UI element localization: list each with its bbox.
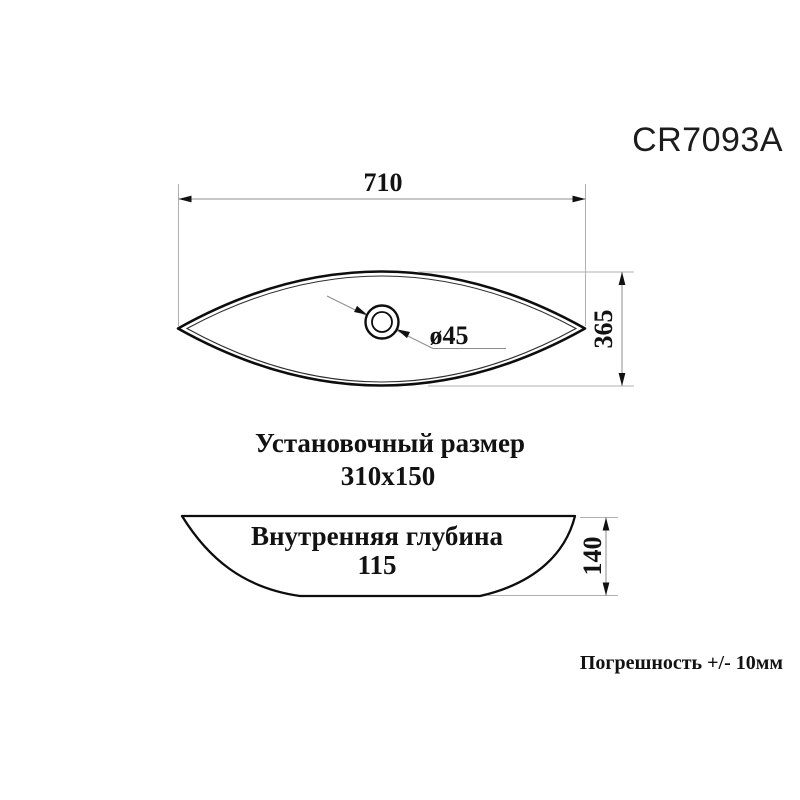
width-value-label: 710 [363,168,403,197]
depth-value-label: 140 [578,536,607,576]
drain-diameter-label: ø45 [429,321,469,350]
height-value-label: 365 [589,309,618,349]
top-view-basin [178,272,585,386]
arrowhead-top [619,272,626,285]
model-number-label: CR7093A [632,121,783,159]
inner-depth-value: 115 [357,550,397,580]
arrowhead-bottom [603,583,610,596]
drain-inner-circle [372,312,392,332]
inner-depth-text: Внутренняя глубина [250,521,504,551]
installation-size-value: 310x150 [340,461,436,491]
installation-size-caption [255,428,525,491]
tolerance-note: Погрешность +/- 10мм [579,652,783,674]
side-view-basin [182,516,575,596]
installation-size-text: Установочный размер [254,428,526,458]
arrowhead-left [179,196,192,203]
arrowhead-top [603,518,610,531]
arrowhead-bottom [619,373,626,386]
arrowhead-right [573,196,586,203]
